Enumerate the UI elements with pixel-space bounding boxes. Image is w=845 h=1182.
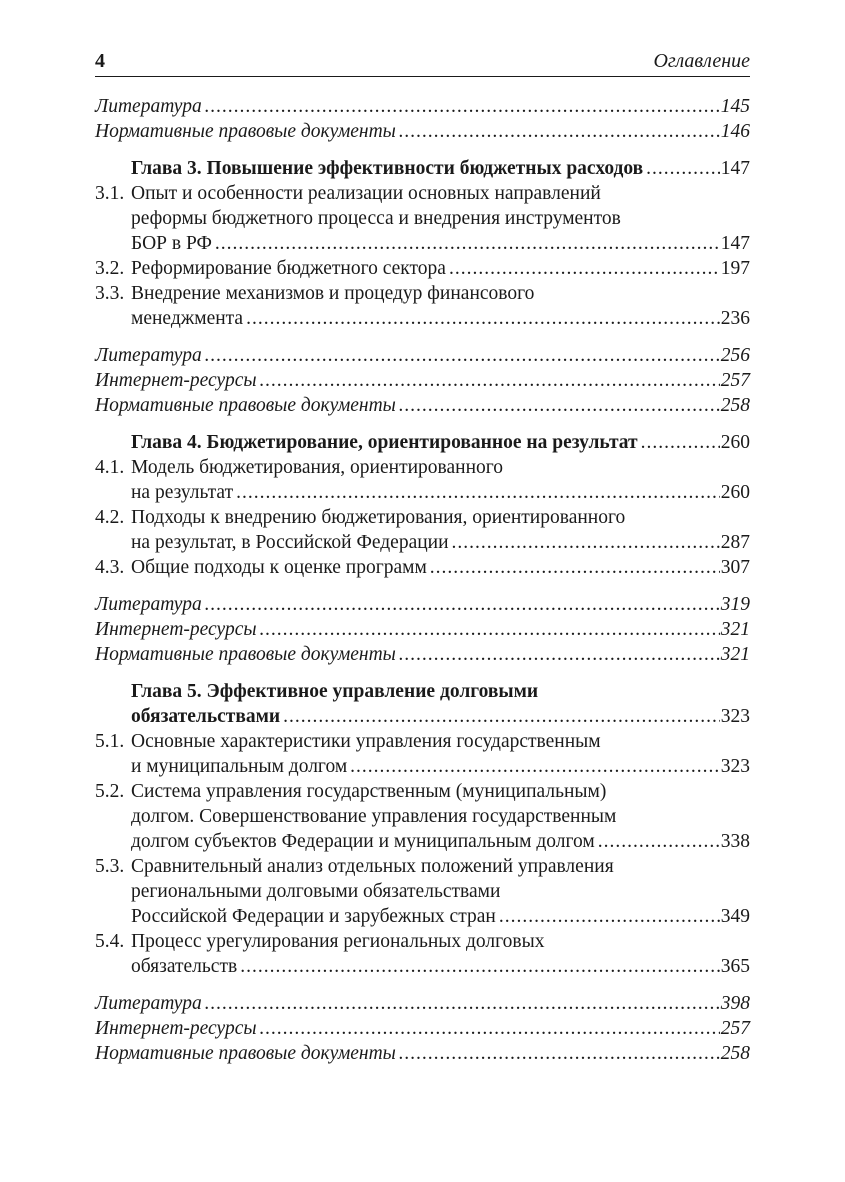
toc-section-5-4[interactable]: 5.4. Процесс урегулирования региональных долговых обязательств ..... 365	[95, 929, 750, 979]
toc-section-5-2[interactable]: 5.2. Система управления государственным (муниципальным) долгом. Совершенствование управления государственным долгом субъектов Федерации и муниципальным долгом ..... 338	[95, 779, 750, 854]
toc-ch3-internet-resources[interactable]: Интернет-ресурсы ..... 257	[95, 368, 750, 393]
toc-chapter-3[interactable]: Глава 3. Повышение эффективности бюджетных расходов ..... 147	[95, 156, 750, 181]
toc-entry-normative-docs[interactable]: Нормативные правовые документы ..... 146	[95, 119, 750, 144]
toc-section-4-2[interactable]: 4.2. Подходы к внедрению бюджетирования, ориентированного на результат, в Российской Федерации ..... 287	[95, 505, 750, 555]
toc-ch4-internet-resources[interactable]: Интернет-ресурсы ..... 321	[95, 617, 750, 642]
toc-section-5-1[interactable]: 5.1. Основные характеристики управления государственным и муниципальным долгом ..... 323	[95, 729, 750, 779]
toc-chapter-4[interactable]: Глава 4. Бюджетирование, ориентированное на результат ..... 260	[95, 430, 750, 455]
toc-ch3-normative-docs[interactable]: Нормативные правовые документы ..... 258	[95, 393, 750, 418]
toc-chapter-5[interactable]: Глава 5. Эффективное управление долговыми обязательствами ..... 323	[95, 679, 750, 729]
toc-ch3-literature[interactable]: Литература ..... 256	[95, 343, 750, 368]
toc-entry-literature[interactable]: Литература ..... 145	[95, 94, 750, 119]
toc-ch5-normative-docs[interactable]: Нормативные правовые документы ..... 258	[95, 1041, 750, 1066]
toc-ch4-normative-docs[interactable]: Нормативные правовые документы ..... 321	[95, 642, 750, 667]
toc-ch5-internet-resources[interactable]: Интернет-ресурсы ..... 257	[95, 1016, 750, 1041]
toc-section-3-3[interactable]: 3.3. Внедрение механизмов и процедур финансового менеджмента ..... 236	[95, 281, 750, 331]
page-number: 4	[95, 50, 105, 72]
toc-section-4-1[interactable]: 4.1. Модель бюджетирования, ориентированного на результат ..... 260	[95, 455, 750, 505]
table-of-contents	[95, 94, 750, 1066]
toc-ch5-literature[interactable]: Литература ..... 398	[95, 991, 750, 1016]
toc-section-5-3[interactable]: 5.3. Сравнительный анализ отдельных положений управления региональными долговыми обязательствами Российской Федерации и зарубежных стран ..... 349	[95, 854, 750, 929]
toc-section-3-2[interactable]: 3.2. Реформирование бюджетного сектора ..... 197	[95, 256, 750, 281]
running-header	[95, 46, 750, 77]
toc-section-3-1[interactable]: 3.1. Опыт и особенности реализации основных направлений реформы бюджетного процесса и внедрения инструментов БОР в РФ ..... 147	[95, 181, 750, 256]
toc-section-4-3[interactable]: 4.3. Общие подходы к оценке программ ..... 307	[95, 555, 750, 580]
running-title: Оглавление	[653, 50, 750, 72]
toc-ch4-literature[interactable]: Литература ..... 319	[95, 592, 750, 617]
